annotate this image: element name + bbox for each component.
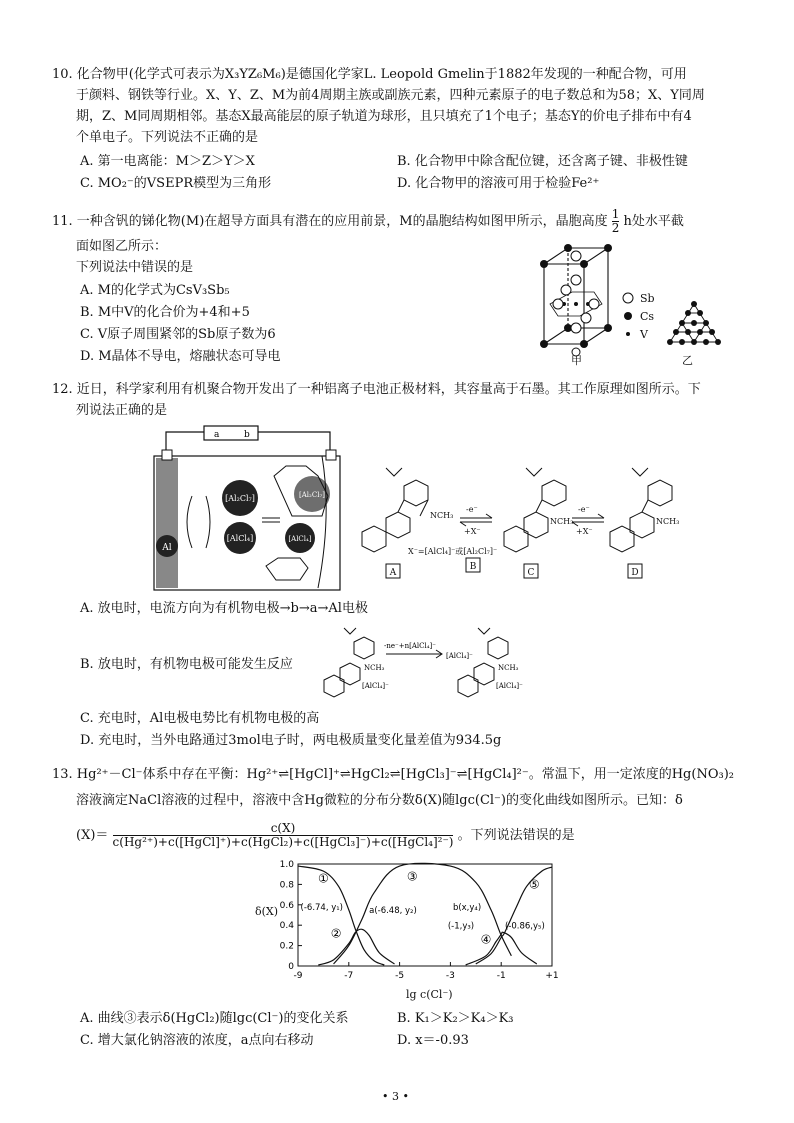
svg-text:NCH₃: NCH₃ <box>498 664 519 672</box>
frac-num: 1 <box>611 207 620 221</box>
q13-option-c: C. 增大氯化钠溶液的浓度，a点向右移动 <box>80 1033 314 1048</box>
q10-option-c: C. MO₂⁻的VSEPR模型为三角形 <box>80 176 272 191</box>
legend-sb: Sb <box>640 292 655 305</box>
x-tick-label: +1 <box>545 971 559 981</box>
y-tick-label: 0.6 <box>279 900 294 911</box>
x-tick-label: -7 <box>344 971 354 981</box>
svg-text:[AlCl₄]⁻: [AlCl₄]⁻ <box>446 652 473 660</box>
struct-label-b: B <box>469 562 477 572</box>
q10-option-a: A. 第一电离能：M＞Z＞Y＞X <box>80 154 255 169</box>
terminal-b-label: b <box>244 430 250 440</box>
q12-option-b: B. 放电时，有机物电极可能发生反应 <box>80 657 293 672</box>
q13-line3-post: 。下列说法错误的是 <box>457 828 575 843</box>
x-tick-label: -3 <box>445 971 455 981</box>
point-annotation: a(-6.48, y₂) <box>369 905 417 916</box>
q12-line2: 列说法正确的是 <box>76 403 168 418</box>
q11-option-a: A. M的化学式为CsV₃Sb₅ <box>80 283 230 298</box>
fig-yi-label: 乙 <box>682 354 693 367</box>
curve-label: ② <box>330 926 342 941</box>
x-note: X⁻=[AlCl₄]⁻或[Al₂Cl₇]⁻ <box>408 547 498 556</box>
series-curve-⑤ <box>476 867 552 964</box>
legend-v: V <box>640 328 648 341</box>
arrow2-top: -e⁻ <box>578 505 590 514</box>
y-tick-label: 0.4 <box>279 921 294 932</box>
reaction-arrow-label: -ne⁻+n[AlCl₄]⁻ <box>384 642 436 650</box>
x-tick-label: -1 <box>496 971 506 981</box>
q11-line2: 面如图乙所示： <box>76 239 168 254</box>
q12-option-a: A. 放电时，电流方向为有机物电极→b→a→Al电极 <box>80 601 368 616</box>
ion-label-1: [Al₂Cl₇] <box>225 494 255 503</box>
point-annotation: b(x,y₄) <box>452 902 482 913</box>
y-tick-label: 0.2 <box>279 941 294 952</box>
svg-text:[AlCl₄]⁻: [AlCl₄]⁻ <box>496 682 523 690</box>
q10-line3: 期，Z、M同周期相邻。基态X最高能层的原子轨道为球形，且只填充了1个电子；基态Y的价电子排布中有4 <box>76 109 692 124</box>
x-tick-label: -5 <box>395 971 405 981</box>
terminal-a-label: a <box>214 430 220 440</box>
al-electrode-label: Al <box>162 543 172 553</box>
q11-option-d: D. M晶体不导电，熔融状态可导电 <box>80 349 281 364</box>
q10-line2: 于颜料、钢铁等行业。X、Y、Z、M为前4周期主族或副族元素，四种元素原子的电子数总和为58；X、Y同周 <box>76 88 705 103</box>
page-number: • 3 • <box>382 1090 409 1103</box>
struct-label-a: A <box>389 568 397 578</box>
q11-line1b: h处水平截 <box>623 214 684 229</box>
arrow1-bottom: +X⁻ <box>464 527 481 536</box>
fig-jia-label: 甲 <box>571 354 582 367</box>
series-curve-③ <box>334 863 512 964</box>
q10-line4: 个单电子。下列说法不正确的是 <box>76 130 259 145</box>
q13-option-d: D. x＝-0.93 <box>397 1033 469 1048</box>
q10-line1: 10. 化合物甲(化学式可表示为X₃YZ₆M₆)是德国化学家L. Leopold Gmelin于1882年发现的一种配合物，可用 <box>52 67 687 82</box>
svg-text:[AlCl₄]⁻: [AlCl₄]⁻ <box>362 682 389 690</box>
delta-den: c(Hg²⁺)+c([HgCl]⁺)+c(HgCl₂)+c([HgCl₃]⁻)+c([HgCl₄]²⁻) <box>112 835 454 849</box>
curve-label: ④ <box>480 932 492 947</box>
struct-label-d: D <box>631 568 639 578</box>
q11-option-c: C. V原子周围紧邻的Sb原子数为6 <box>80 327 276 342</box>
q13-line2: 溶液滴定NaCl溶液的过程中，溶液中含Hg微粒的分布分数δ(X)随lgc(Cl⁻)的变化曲线如图所示。已知：δ <box>76 793 683 808</box>
ion-label-3: [AlCl₄] <box>288 535 312 543</box>
svg-text:NCH₃: NCH₃ <box>656 517 680 526</box>
svg-text:NCH₃: NCH₃ <box>430 511 454 520</box>
q13-option-b: B. K₁＞K₂＞K₄＞K₃ <box>397 1011 514 1026</box>
legend-cs: Cs <box>640 310 655 323</box>
arrow2-bottom: +X⁻ <box>576 527 593 536</box>
arrow1-top: -e⁻ <box>466 505 478 514</box>
q10-option-b: B. 化合物甲中除含配位键，还含离子键、非极性键 <box>397 154 688 169</box>
q12-line1: 12. 近日，科学家利用有机聚合物开发出了一种铝离子电池正极材料，其容量高于石墨。其工作原理如图所示。下 <box>52 382 701 397</box>
delta-num: c(X) <box>113 822 454 836</box>
curve-label: ⑤ <box>528 877 540 892</box>
ion-label-4: [Al₂Cl₇] <box>299 491 325 499</box>
q11-line1a: 11. 一种含钒的锑化物(M)在超导方面具有潜在的应用前景，M的晶胞结构如图甲所示，晶胞高度 <box>52 214 608 229</box>
q13-option-a: A. 曲线③表示δ(HgCl₂)随lgc(Cl⁻)的变化关系 <box>80 1011 349 1026</box>
struct-label-c: C <box>527 568 535 578</box>
q11-line3: 下列说法中错误的是 <box>76 260 194 275</box>
q12-option-c: C. 充电时，Al电极电势比有机物电极的高 <box>80 711 320 726</box>
point-annotation: (-0.86,y₅) <box>505 921 545 932</box>
q13-line3-pre: (X)＝ <box>76 828 109 843</box>
curve-label: ① <box>318 871 329 886</box>
q12-option-d: D. 充电时，当外电路通过3mol电子时，两电极质量变化量差值为934.5g <box>80 733 502 748</box>
y-tick-label: 0 <box>288 962 294 972</box>
q13-line1: 13. Hg²⁺－Cl⁻体系中存在平衡：Hg²⁺⇌[HgCl]⁺⇌HgCl₂⇌[HgCl₃]⁻⇌[HgCl₄]²⁻。常温下，用一定浓度的Hg(NO₃)₂ <box>52 767 734 782</box>
frac-den: 2 <box>611 221 620 235</box>
y-tick-label: 1.0 <box>279 860 294 870</box>
chart-xlabel: lg c(Cl⁻) <box>406 988 453 1001</box>
point-annotation: (-1,y₃) <box>447 921 475 932</box>
ion-label-2: [AlCl₄] <box>226 534 254 543</box>
x-tick-label: -9 <box>293 971 303 981</box>
chart-frame <box>298 864 552 966</box>
svg-text:NCH₃: NCH₃ <box>364 664 385 672</box>
q11-option-b: B. M中V的化合价为+4和+5 <box>80 305 250 320</box>
svg-text:NCH₃: NCH₃ <box>550 517 574 526</box>
q10-option-d: D. 化合物甲的溶液可用于检验Fe²⁺ <box>397 176 600 191</box>
y-tick-label: 0.8 <box>279 880 294 891</box>
point-annotation: (-6.74, y₁) <box>300 902 344 913</box>
curve-label: ③ <box>406 869 418 884</box>
chart-ylabel: δ(X) <box>255 905 279 918</box>
